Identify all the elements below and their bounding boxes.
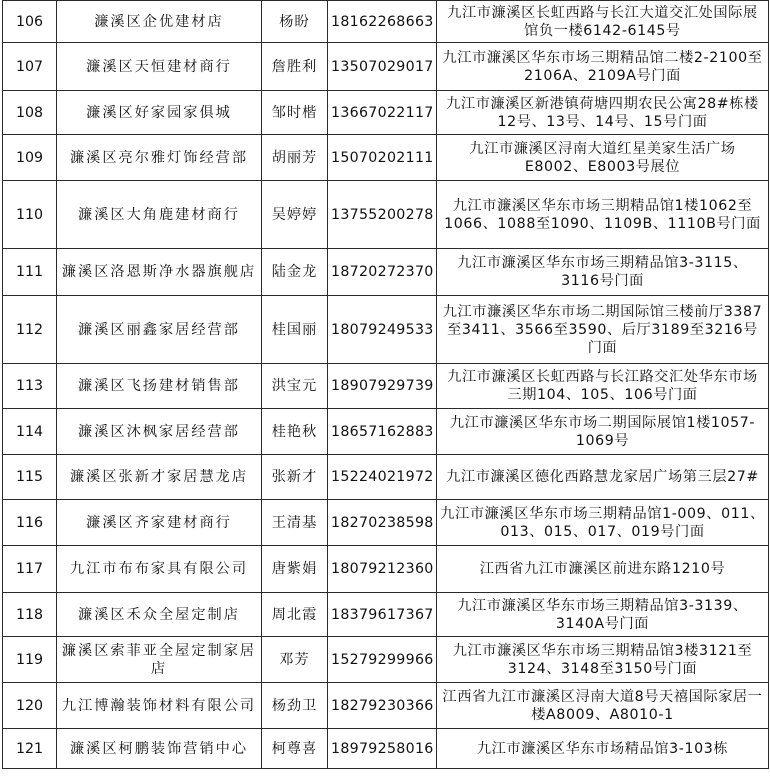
store-address: 九江市濂溪区华东市场三期精品馆3-3139、3140A号门面 [437, 593, 769, 637]
contact-person: 杨劲卫 [262, 683, 328, 729]
row-number: 118 [3, 593, 57, 637]
row-number: 109 [3, 135, 57, 181]
contact-person: 张新才 [262, 455, 328, 500]
contact-person: 唐紫娟 [262, 546, 328, 593]
phone-number: 18379617367 [328, 593, 437, 637]
store-name: 濂溪区亮尔雅灯饰经营部 [57, 135, 262, 181]
store-name: 九江市布布家具有限公司 [57, 546, 262, 593]
phone-number: 13667022117 [328, 91, 437, 135]
store-address: 九江市濂溪区华东市场三期精品馆3-3115、3116号门面 [437, 249, 769, 296]
contact-person: 桂国丽 [262, 296, 328, 364]
store-address: 九江市濂溪区德化西路慧龙家居广场第三层27# [437, 455, 769, 500]
store-address: 九江市濂溪区浔南大道红星美家生活广场E8002、E8003号展位 [437, 135, 769, 181]
row-number: 112 [3, 296, 57, 364]
store-address: 九江市濂溪区华东市场二期国际展馆1楼1057-1069号 [437, 409, 769, 455]
store-name: 濂溪区大角鹿建材商行 [57, 181, 262, 249]
phone-number: 18979258016 [328, 729, 437, 769]
table-row [3, 500, 769, 546]
store-address: 九江市濂溪区华东市场三期精品馆二楼2-2100至2106A、2109A号门面 [437, 43, 769, 91]
store-address: 江西省九江市濂溪区前进东路1210号 [437, 546, 769, 593]
phone-number: 13507029017 [328, 43, 437, 91]
contact-person: 吴婷婷 [262, 181, 328, 249]
store-name: 濂溪区企优建材店 [57, 1, 262, 43]
contact-person: 杨盼 [262, 1, 328, 43]
store-name: 濂溪区洛恩斯净水器旗舰店 [57, 249, 262, 296]
row-number: 114 [3, 409, 57, 455]
row-number: 108 [3, 91, 57, 135]
store-address: 九江市濂溪区华东市场二期国际馆三楼前厅3387至3411、3566至3590、后厅3189至3216号门面 [437, 296, 769, 364]
contact-person: 詹胜利 [262, 43, 328, 91]
phone-number: 13755200278 [328, 181, 437, 249]
row-number: 115 [3, 455, 57, 500]
phone-number: 18270238598 [328, 500, 437, 546]
store-address: 九江市濂溪区华东市场三期精品馆1楼1062至1066、1088至1090、1109B、1110B号门面 [437, 181, 769, 249]
phone-number: 18279230366 [328, 683, 437, 729]
table-row [3, 364, 769, 409]
store-address: 九江市濂溪区长虹西路与长江大道交汇处国际展馆负一楼6142-6145号 [437, 1, 769, 43]
contact-person: 邓芳 [262, 637, 328, 683]
store-name: 濂溪区飞扬建材销售部 [57, 364, 262, 409]
phone-number: 18079249533 [328, 296, 437, 364]
store-name: 濂溪区柯鹏装饰营销中心 [57, 729, 262, 769]
store-name: 濂溪区好家园家俱城 [57, 91, 262, 135]
contact-person: 邹时楷 [262, 91, 328, 135]
store-name: 濂溪区丽鑫家居经营部 [57, 296, 262, 364]
store-name: 濂溪区禾众全屋定制店 [57, 593, 262, 637]
table-row [3, 409, 769, 455]
store-address: 九江市濂溪区华东市场精品馆3-103栋 [437, 729, 769, 769]
phone-number: 18907929739 [328, 364, 437, 409]
table-row [3, 43, 769, 91]
row-number: 120 [3, 683, 57, 729]
table-row [3, 135, 769, 181]
table-row [3, 181, 769, 249]
store-address: 九江市濂溪区华东市场三期精品馆3楼3121至3124、3148至3150号门面 [437, 637, 769, 683]
table-row [3, 91, 769, 135]
contact-person: 洪宝元 [262, 364, 328, 409]
table-row [3, 296, 769, 364]
row-number: 119 [3, 637, 57, 683]
row-number: 113 [3, 364, 57, 409]
row-number: 110 [3, 181, 57, 249]
phone-number: 15070202111 [328, 135, 437, 181]
store-name: 濂溪区天恒建材商行 [57, 43, 262, 91]
contact-person: 王清基 [262, 500, 328, 546]
row-number: 111 [3, 249, 57, 296]
store-name: 濂溪区索菲亚全屋定制家居店 [57, 637, 262, 683]
phone-number: 18657162883 [328, 409, 437, 455]
row-number: 107 [3, 43, 57, 91]
table-row [3, 637, 769, 683]
contact-person: 周北霞 [262, 593, 328, 637]
phone-number: 18079212360 [328, 546, 437, 593]
store-name: 濂溪区张新才家居慧龙店 [57, 455, 262, 500]
table-row [3, 1, 769, 43]
store-address: 九江市濂溪区新港镇荷塘四期农民公寓28#栋楼12号、13号、14号、15号门面 [437, 91, 769, 135]
store-address: 江西省九江市濂溪区浔南大道8号天禧国际家居一楼A8009、A8010-1 [437, 683, 769, 729]
phone-number: 18162268663 [328, 1, 437, 43]
row-number: 121 [3, 729, 57, 769]
phone-number: 15224021972 [328, 455, 437, 500]
row-number: 106 [3, 1, 57, 43]
contact-person: 桂艳秋 [262, 409, 328, 455]
table-row [3, 546, 769, 593]
store-name: 九江博瀚装饰材料有限公司 [57, 683, 262, 729]
contact-person: 胡丽芳 [262, 135, 328, 181]
contact-person: 陆金龙 [262, 249, 328, 296]
contact-person: 柯尊喜 [262, 729, 328, 769]
store-name: 濂溪区沐枫家居经营部 [57, 409, 262, 455]
row-number: 117 [3, 546, 57, 593]
table-row [3, 249, 769, 296]
store-name: 濂溪区齐家建材商行 [57, 500, 262, 546]
table-row [3, 729, 769, 769]
store-address: 九江市濂溪区长虹西路与长江路交汇处华东市场三期104、105、106号门面 [437, 364, 769, 409]
table-row [3, 455, 769, 500]
table-row [3, 683, 769, 729]
merchant-table-body [3, 1, 769, 769]
phone-number: 18720272370 [328, 249, 437, 296]
store-address: 九江市濂溪区华东市场三期精品馆1-009、011、013、015、017、019号门面 [437, 500, 769, 546]
phone-number: 15279299966 [328, 637, 437, 683]
merchant-table [2, 0, 769, 769]
row-number: 116 [3, 500, 57, 546]
table-row [3, 593, 769, 637]
